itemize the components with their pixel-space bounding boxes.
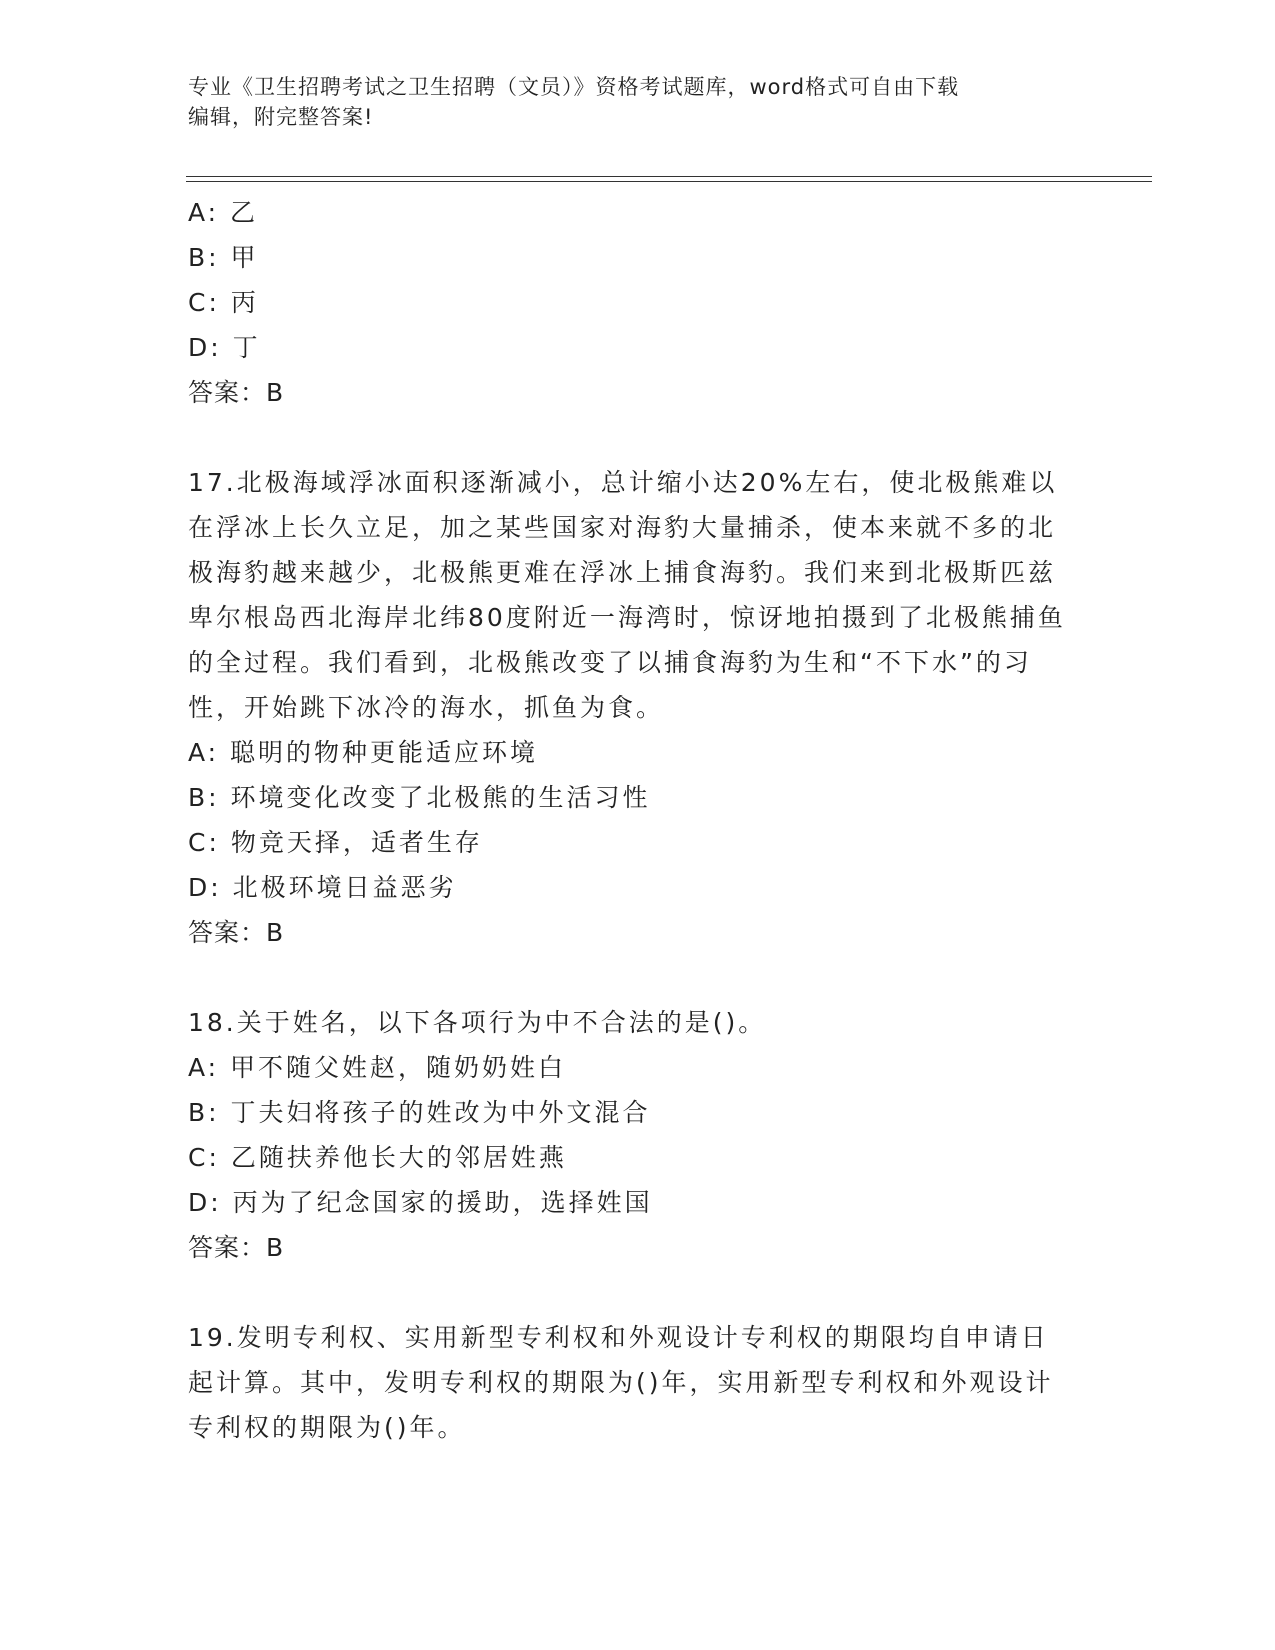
option-d: D: 丙为了纪念国家的援助，选择姓国 [188,1188,653,1217]
header-rule-top [186,176,1152,177]
option-a: A: 乙 [188,198,259,227]
answer: 答案：B [188,378,285,407]
option-b: B: 丁夫妇将孩子的姓改为中外文混合 [188,1098,651,1127]
question-16-continued [188,190,1068,415]
answer: 答案：B [188,918,285,947]
question-17 [188,460,1068,955]
question-19 [188,1315,1068,1450]
answer: 答案：B [188,1233,285,1262]
header-rule-bottom [186,181,1152,182]
question-text: 18.关于姓名，以下各项行为中不合法的是()。 [188,1008,767,1037]
option-a: A: 甲不随父姓赵，随奶奶姓白 [188,1053,567,1082]
option-c: C: 乙随扶养他长大的邻居姓燕 [188,1143,567,1172]
document-header [188,72,1068,132]
option-b: B: 甲 [188,243,259,272]
question-text: 19.发明专利权、实用新型专利权和外观设计专利权的期限均自申请日起计算。其中，发明专利权的期限为()年，实用新型专利权和外观设计专利权的期限为()年。 [188,1323,1054,1442]
option-a: A: 聪明的物种更能适应环境 [188,738,539,767]
option-c: C: 物竞天择，适者生存 [188,828,483,857]
question-text: 17.北极海域浮冰面积逐渐减小，总计缩小达20%左右，使北极熊难以在浮冰上长久立足，加之某些国家对海豹大量捕杀，使本来就不多的北极海豹越来越少，北极熊更难在浮冰上捕食海豹。我们来到北极斯匹兹卑尔根岛西北海岸北纬80度附近一海湾时，惊讶地拍摄到了北极熊捕鱼的全过程。我们看到，北极熊改变了以捕食海豹为生和“不下水”的习性，开始跳下冰冷的海水，抓鱼为食。 [188,468,1066,722]
question-18 [188,1000,1068,1270]
option-c: C: 丙 [188,288,259,317]
option-d: D: 北极环境日益恶劣 [188,873,457,902]
header-line-1: 专业《卫生招聘考试之卫生招聘（文员）》资格考试题库，word格式可自由下载 [188,75,960,99]
option-b: B: 环境变化改变了北极熊的生活习性 [188,783,651,812]
header-line-2: 编辑，附完整答案! [188,105,374,129]
document-body [188,190,1068,1450]
option-d: D: 丁 [188,333,261,362]
